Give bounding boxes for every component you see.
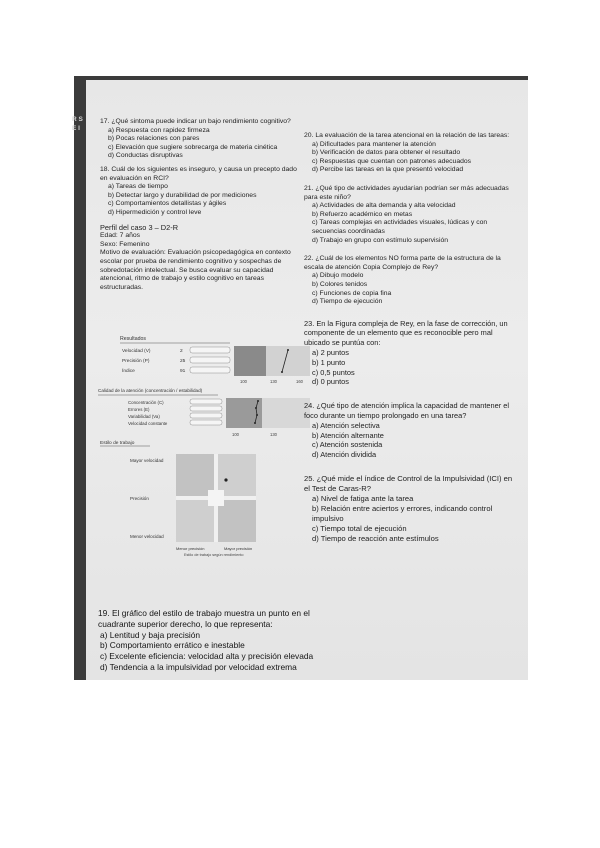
score-pill	[190, 406, 222, 411]
question-stem: 25. ¿Qué mide el índice de Control de la Impulsividad (ICI) en el Test de Caras-R?	[304, 474, 513, 494]
option-d: d) Conductas disruptivas	[108, 152, 183, 160]
question-stem: 22. ¿Cuál de los elementos NO forma parte de la estructura de la escala de atención Copia Complejo de Rey?	[304, 255, 501, 271]
work-style-chart	[100, 438, 300, 598]
results-chart	[120, 332, 310, 392]
question-23	[304, 319, 519, 388]
edge-letter: R S E I	[72, 116, 83, 132]
shaded-band	[234, 346, 266, 376]
fig-b-row: Concentración (C)	[128, 400, 164, 405]
question-24	[304, 401, 519, 460]
fig-a-row: Velocidad (V)	[122, 349, 151, 354]
question-22	[304, 255, 519, 307]
option-c: c) Atención sostenida	[312, 440, 383, 450]
score-pill	[190, 420, 222, 425]
case-title: Perfil del caso 3 – D2-R	[100, 222, 179, 232]
option-c: c) Tareas complejas en actividades visuales, lúdicas y con secuencias coordinadas	[312, 219, 488, 235]
axis-tick: 160	[296, 379, 303, 384]
question-25	[304, 474, 519, 544]
fig-a-value: 25	[180, 359, 186, 364]
exam-paper	[86, 80, 528, 680]
question-stem: 20. La evaluación de la tarea atencional en la relación de las tareas:	[304, 132, 510, 139]
x-label: Menor precisión	[176, 546, 205, 551]
option-b: b) Pocas relaciones con pares	[108, 135, 200, 143]
option-a: a) 2 puntos	[312, 348, 349, 358]
x-label: Mayor precisión	[224, 546, 253, 551]
question-20	[304, 132, 519, 175]
score-pill	[190, 357, 230, 363]
score-pill	[190, 347, 230, 353]
option-b: b) Detectar largo y durabilidad de por mediciones	[108, 191, 257, 199]
option-b: b) Atención alternante	[312, 430, 384, 440]
question-stem: 23. En la Figura compleja de Rey, en la fase de corrección, un componente de un elemento que es reconocible pero mal ubicado se puntúa con:	[304, 318, 508, 348]
score-pill	[190, 399, 222, 404]
option-d: d) Tendencia a la impulsividad por velocidad extrema	[100, 661, 297, 672]
question-stem: 18. Cuál de los siguientes es inseguro, y causa un precepto dado en evaluación en RCI?	[100, 165, 297, 182]
option-a: a) Actividades de alta demanda y alta velocidad	[312, 202, 456, 210]
fig-c-header: Estilo de trabajo	[100, 441, 135, 446]
fig-a-value: 91	[180, 369, 186, 374]
option-c: c) Excelente eficiencia: velocidad alta y precisión elevada	[100, 651, 314, 662]
option-b: b) Colores tenidos	[312, 280, 368, 288]
axis-tick: 100	[232, 432, 239, 437]
option-d: d) Trabajo en grupo con estímulo supervisión	[312, 236, 449, 244]
question-19	[98, 608, 338, 673]
profile-point	[287, 349, 289, 351]
axis-tick: 130	[270, 432, 277, 437]
fig-a-value: 2	[180, 349, 183, 354]
option-c: c) Comportamientos detallistas y ágiles	[108, 200, 227, 208]
option-c: c) 0,5 puntos	[312, 367, 355, 377]
option-d: d) Atención dividida	[312, 450, 377, 460]
option-b: b) Verificación de datos para obtener el resultado	[312, 149, 461, 157]
option-d: d) Tiempo de reacción ante estímulos	[312, 534, 439, 544]
work-style-figure	[100, 438, 300, 598]
y-label: Precisión	[130, 496, 149, 501]
y-label: Mayor velocidad	[130, 458, 164, 463]
fig-b-row: Velocidad constante	[128, 421, 168, 426]
results-figure	[120, 332, 310, 392]
option-a: a) Tareas de tiempo	[108, 183, 168, 191]
option-a: a) Lentitud y baja precisión	[100, 629, 201, 640]
option-b: b) Comportamiento errático e inestable	[100, 640, 245, 651]
question-stem: 17. ¿Qué sintoma puede indicar un bajo rendimiento cognitivo?	[100, 118, 291, 125]
fig-a-header: Resultados	[120, 336, 146, 342]
adjacent-page-edge-text	[72, 115, 86, 160]
case-sex: Sexo: Femenino	[100, 240, 150, 248]
y-label: Menor velocidad	[130, 534, 164, 539]
fig-b-row: Errores (E)	[128, 407, 150, 412]
profile-point	[254, 422, 256, 424]
question-18	[100, 166, 300, 218]
option-b: b) 1 punto	[312, 357, 346, 367]
profile-point	[257, 400, 259, 402]
profile-point	[255, 407, 257, 409]
profile-point	[256, 414, 258, 416]
option-a: a) Nivel de fatiga ante la tarea	[312, 494, 414, 504]
question-stem: 19. El gráfico del estilo de trabajo muestra un punto en el cuadrante superior derecho, lo que representa:	[98, 608, 310, 629]
student-point	[224, 478, 227, 481]
option-c: c) Respuestas que cuentan con patrones adecuados	[312, 157, 472, 165]
case-profile	[100, 224, 300, 293]
option-a: a) Atención selectiva	[312, 420, 380, 430]
question-17	[100, 118, 300, 161]
question-21	[304, 185, 519, 245]
option-d: d) Tiempo de ejecución	[312, 298, 383, 306]
fig-a-row: Precisión (P)	[122, 359, 150, 364]
score-pill	[190, 367, 230, 373]
score-pill	[190, 413, 222, 418]
chart-caption: Estilo de trabajo según rendimiento	[184, 553, 244, 557]
center-box	[208, 490, 224, 506]
profile-point	[281, 371, 283, 373]
option-d: d) 0 puntos	[312, 377, 349, 387]
question-stem: 24. ¿Qué tipo de atención implica la capacidad de mantener el foco durante un tiempo prolongado en una tarea?	[304, 401, 510, 421]
question-stem: 21. ¿Qué tipo de actividades ayudarían podrían ser más adecuadas para este niño?	[304, 184, 509, 201]
left-column	[100, 118, 300, 292]
fig-a-row: Índice	[122, 369, 135, 374]
option-c: c) Elevación que sugiere sobrecarga de materia cinética	[108, 143, 278, 151]
option-b: b) Refuerzo académico en metas	[312, 210, 413, 218]
option-a: a) Dificultades para mantener la atención	[312, 140, 436, 148]
option-d: d) Hipermedición y control leve	[108, 208, 202, 216]
case-reason: Motivo de evaluación: Evaluación psicopedagógica en contexto escolar por prueba de rendimiento cognitivo y sospechas de sobredotación intelectual. Se busca evaluar su capacidad atencional, ritmo de trabajo y estilo cognitivo en tareas estructuradas.	[100, 249, 291, 291]
option-d: d) Percibe las tareas en la que presentó velocidad	[312, 166, 464, 174]
right-column	[304, 132, 519, 549]
option-a: a) Respuesta con rapidez firmeza	[108, 126, 210, 134]
option-b: b) Relación entre aciertos y errores, indicando control impulsivo	[312, 504, 493, 524]
fig-b-header: Calidad de la atención (concentración / estabilidad)	[98, 388, 203, 393]
option-a: a) Dibujo modelo	[312, 272, 364, 280]
light-band	[262, 398, 310, 428]
option-c: c) Tiempo total de ejecución	[312, 524, 407, 534]
fig-b-row: Variabilidad (Va)	[128, 414, 160, 419]
axis-tick: 100	[240, 379, 247, 384]
option-c: c) Funciones de copia fina	[312, 289, 392, 297]
case-age: Edad: 7 años	[100, 232, 141, 240]
axis-tick: 130	[270, 379, 277, 384]
